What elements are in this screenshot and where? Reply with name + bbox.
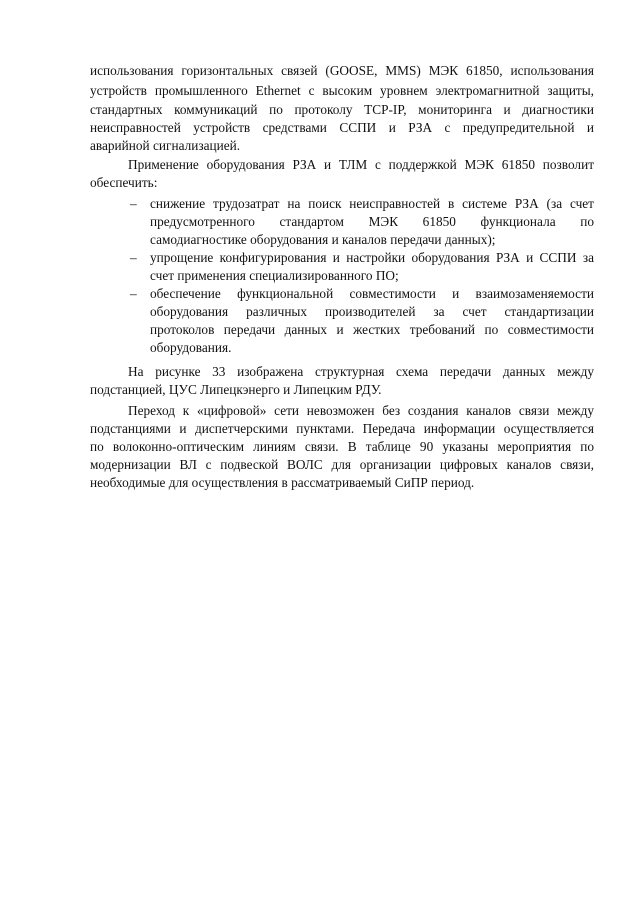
- paragraph-line: модернизации ВЛ с подвеской ВОЛС для организации цифровых каналов связи,: [90, 457, 594, 472]
- list-item-line: счет применения специализированного ПО;: [150, 268, 399, 283]
- paragraph-line: подстанцией, ЦУС Липецкэнерго и Липецким РДУ.: [90, 382, 382, 397]
- paragraph-line: аварийной сигнализацией.: [90, 138, 241, 153]
- list-item-line: протоколов передачи данных и жестких требований по совместимости: [150, 322, 594, 337]
- list-item-line: предусмотренного стандартом МЭК 61850 функционала по: [150, 214, 594, 229]
- paragraph-line: устройств промышленного Ethernet с высоким уровнем электромагнитной защиты,: [90, 83, 594, 98]
- list-item-line: самодиагностике оборудования и каналов передачи данных);: [150, 232, 496, 247]
- list-dash-marker: –: [130, 196, 137, 211]
- paragraph-line: неисправностей устройств средствами ССПИ и РЗА с предупредительной и: [90, 120, 594, 135]
- list-dash-marker: –: [130, 250, 137, 265]
- paragraph-line: необходимые для осуществления в рассматриваемый СиПР период.: [90, 475, 475, 490]
- paragraph-line: стандартных коммуникаций по протоколу TCP-IP, мониторинга и диагностики: [90, 102, 594, 117]
- paragraph-line: обеспечить:: [90, 175, 158, 190]
- paragraph-line: На рисунке 33 изображена структурная схема передачи данных между: [128, 364, 594, 379]
- list-item-line: снижение трудозатрат на поиск неисправностей в системе РЗА (за счет: [150, 196, 594, 211]
- paragraph-line: подстанциями и диспетчерскими пунктами. Передача информации осуществляется: [90, 421, 594, 436]
- list-item-line: упрощение конфигурирования и настройки оборудования РЗА и ССПИ за: [150, 250, 594, 265]
- list-item-line: оборудования.: [150, 340, 232, 355]
- list-item-line: оборудования различных производителей за счет стандартизации: [150, 304, 594, 319]
- paragraph-line: Переход к «цифровой» сети невозможен без создания каналов связи между: [128, 403, 594, 418]
- list-item-line: обеспечение функциональной совместимости и взаимозаменяемости: [150, 286, 594, 301]
- paragraph-line: по волоконно-оптическим линиям связи. В таблице 90 указаны мероприятия по: [90, 439, 594, 454]
- paragraph-line: Применение оборудования РЗА и ТЛМ с поддержкой МЭК 61850 позволит: [128, 157, 594, 172]
- paragraph-line: использования горизонтальных связей (GOOSE, MMS) МЭК 61850, использования: [90, 63, 594, 78]
- list-dash-marker: –: [130, 286, 137, 301]
